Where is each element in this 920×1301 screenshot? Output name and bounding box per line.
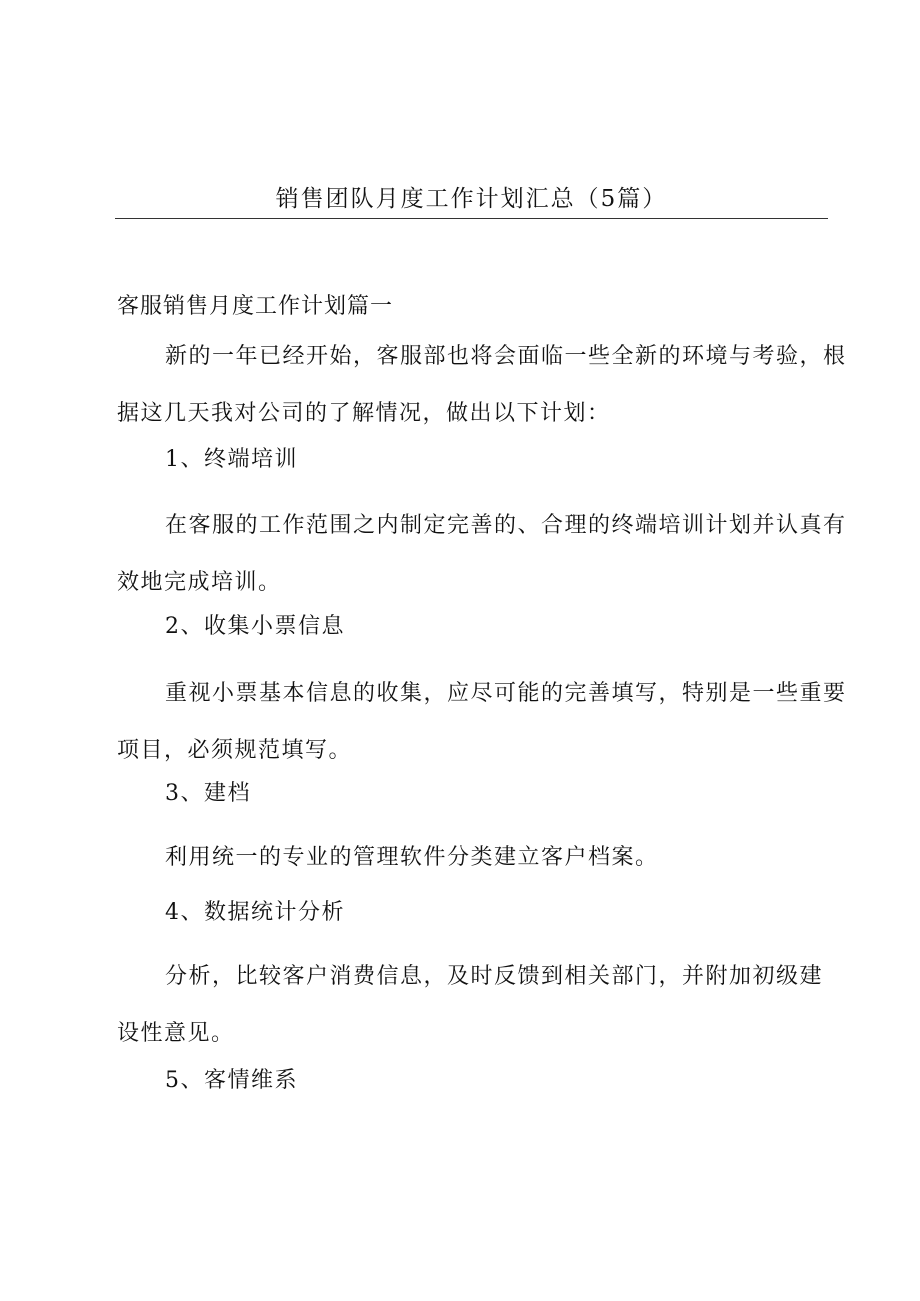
document-title: 销售团队月度工作计划汇总（5篇） bbox=[275, 186, 668, 212]
item-heading-1: 1、终端培训 bbox=[165, 447, 298, 472]
paragraph-line: 效地完成培训。 bbox=[117, 570, 282, 595]
title-underline bbox=[115, 218, 828, 219]
item-heading-4: 4、数据统计分析 bbox=[165, 900, 345, 925]
paragraph-line: 重视小票基本信息的收集，应尽可能的完善填写，特别是一些重要 bbox=[165, 681, 847, 706]
item-body-3: 利用统一的专业的管理软件分类建立客户档案。 bbox=[165, 845, 659, 870]
section-heading: 客服销售月度工作计划篇一 bbox=[117, 294, 394, 319]
paragraph-line: 项目，必须规范填写。 bbox=[117, 738, 353, 763]
item-heading-2: 2、收集小票信息 bbox=[165, 614, 345, 639]
paragraph-line: 新的一年已经开始，客服部也将会面临一些全新的环境与考验，根 bbox=[165, 344, 847, 369]
paragraph-line: 在客服的工作范围之内制定完善的、合理的终端培训计划并认真有 bbox=[165, 513, 847, 538]
item-body-2 bbox=[117, 665, 847, 779]
paragraph-line: 设性意见。 bbox=[117, 1021, 235, 1046]
paragraph-line: 分析，比较客户消费信息，及时反馈到相关部门，并附加初级建 bbox=[165, 964, 824, 989]
item-body-4 bbox=[117, 948, 827, 1062]
item-heading-3: 3、建档 bbox=[165, 781, 251, 806]
item-body-1 bbox=[117, 497, 847, 611]
item-heading-5: 5、客情维系 bbox=[165, 1068, 298, 1093]
intro-paragraph bbox=[117, 328, 847, 442]
paragraph-line: 据这几天我对公司的了解情况，做出以下计划： bbox=[117, 401, 611, 426]
